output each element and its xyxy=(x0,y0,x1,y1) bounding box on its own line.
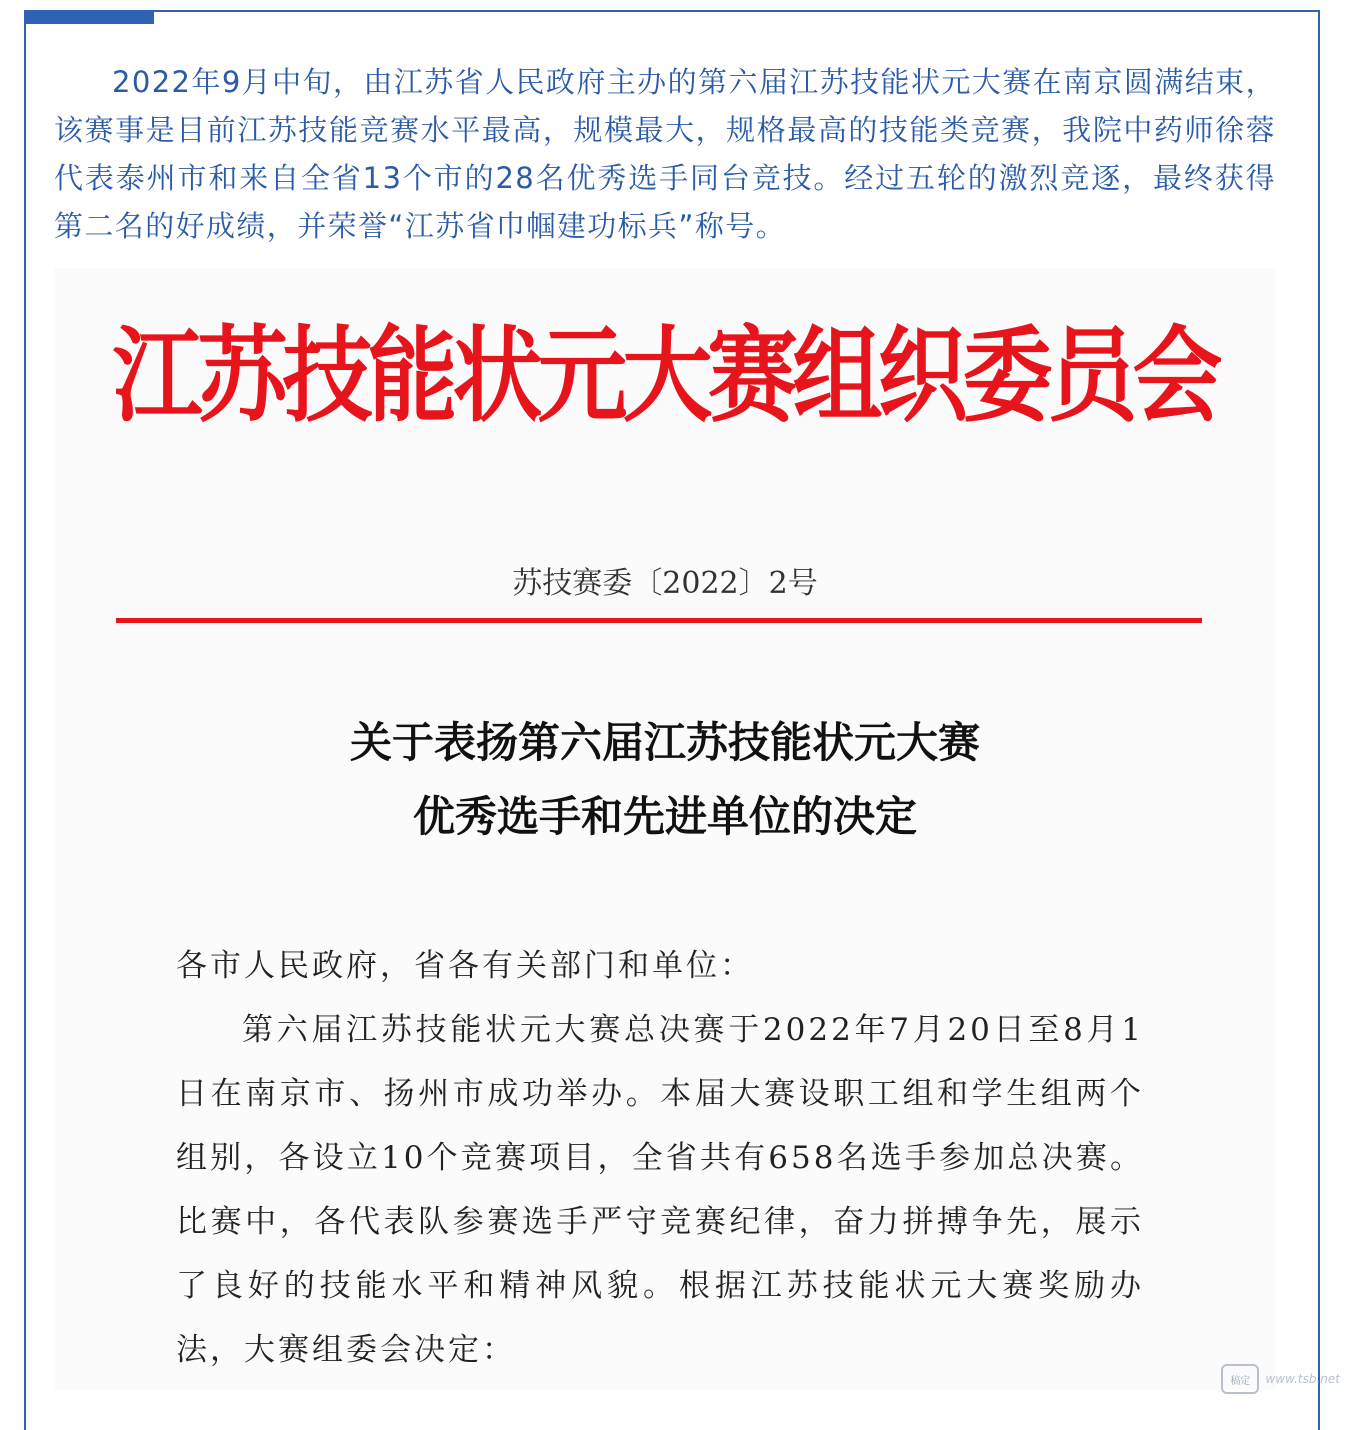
document-image xyxy=(54,268,1276,1390)
document-paragraph: 第六届江苏技能状元大赛总决赛于2022年7月20日至8月1日在南京市、扬州市成功举办。本届大赛设职工组和学生组两个组别，各设立10个竞赛项目，全省共有658名选手参加总决赛。比赛中，各代表队参赛选手严守竞赛纪律，奋力拼搏争先，展示了良好的技能水平和精神风貌。根据江苏技能状元大赛奖励办法，大赛组委会决定： xyxy=(176,1012,1144,1368)
watermark xyxy=(1221,1364,1340,1394)
document-title xyxy=(54,706,1276,854)
watermark-text: www.tsb.net xyxy=(1265,1372,1340,1386)
corner-tab xyxy=(24,10,154,24)
document-header: 江苏技能状元大赛组织委员会 xyxy=(112,315,1218,437)
red-divider xyxy=(116,618,1202,623)
intro-text xyxy=(54,58,1276,250)
document-number: 苏技赛委〔2022〕2号 xyxy=(512,566,818,601)
document-salutation: 各市人民政府，省各有关部门和单位： xyxy=(176,948,754,984)
document-body xyxy=(176,934,1144,1382)
document-title-line2: 优秀选手和先进单位的决定 xyxy=(412,792,917,841)
watermark-logo-icon: 稿定 xyxy=(1221,1364,1259,1394)
intro-paragraph: 2022年9月中旬，由江苏省人民政府主办的第六届江苏技能状元大赛在南京圆满结束，该赛事是目前江苏技能竞赛水平最高，规模最大，规格最高的技能类竞赛，我院中药师徐蓉代表泰州市和来自全省13个市的28名优秀选手同台竞技。经过五轮的激烈竞逐，最终获得第二名的好成绩，并荣誉“江苏省巾帼建功标兵”称号。 xyxy=(54,65,1276,243)
document-title-line1: 关于表扬第六届江苏技能状元大赛 xyxy=(349,718,980,767)
